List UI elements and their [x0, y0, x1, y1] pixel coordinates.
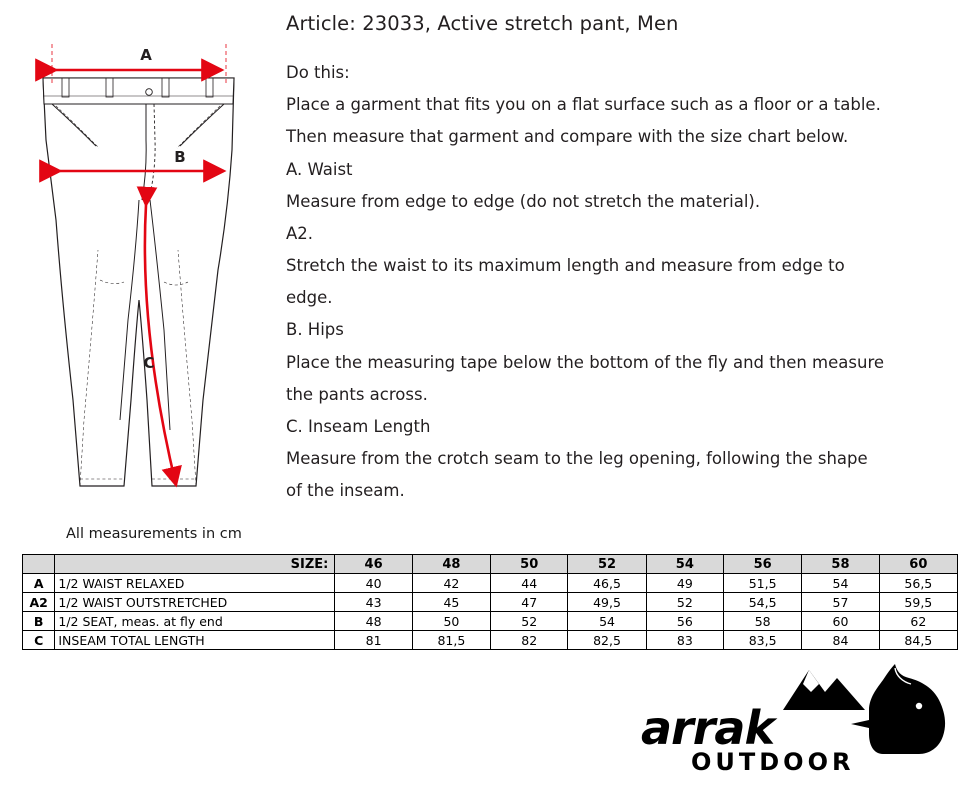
cell-b-50: 52 [491, 612, 568, 631]
row-code-c: C [23, 631, 55, 650]
header-size-48: 48 [412, 555, 490, 574]
row-code-a2: A2 [23, 593, 55, 612]
row-code-a: A [23, 574, 55, 593]
header-size-60: 60 [879, 555, 957, 574]
section-text-do-this-1: Place a garment that fits you on a flat surface such as a floor or a table. [286, 95, 881, 115]
header-size-50: 50 [491, 555, 568, 574]
header-size-label: SIZE: [55, 555, 335, 574]
cell-c-52: 82,5 [568, 631, 646, 650]
cell-c-50: 82 [491, 631, 568, 650]
section-text-waist-1: Measure from edge to edge (do not stretch the material). [286, 191, 761, 211]
cell-c-54: 83 [646, 631, 723, 650]
cell-b-46: 48 [335, 612, 412, 631]
section-heading-waist-stretched: A2. [286, 223, 314, 243]
size-chart-table [22, 554, 958, 650]
row-desc-c: INSEAM TOTAL LENGTH [55, 631, 335, 650]
header-size-56: 56 [724, 555, 802, 574]
cell-a-54: 49 [646, 574, 723, 593]
cell-a2-50: 47 [491, 593, 568, 612]
row-code-b: B [23, 612, 55, 631]
measurement-unit-note: All measurements in cm [66, 526, 242, 542]
cell-a2-56: 54,5 [724, 593, 802, 612]
cell-a2-46: 43 [335, 593, 412, 612]
table-row [23, 631, 958, 650]
row-desc-a2: 1/2 WAIST OUTSTRETCHED [55, 593, 335, 612]
logo-sub-text: OUTDOOR [691, 748, 855, 776]
table-row [23, 612, 958, 631]
cell-b-52: 54 [568, 612, 646, 631]
cell-c-56: 83,5 [724, 631, 802, 650]
header-size-54: 54 [646, 555, 723, 574]
cell-b-54: 56 [646, 612, 723, 631]
section-heading-hips: B. Hips [286, 320, 344, 340]
pant-measurement-illustration [0, 0, 278, 545]
mountain-icon [783, 670, 865, 710]
cell-c-48: 81,5 [412, 631, 490, 650]
cell-b-58: 60 [802, 612, 879, 631]
section-heading-inseam: C. Inseam Length [286, 416, 431, 436]
logo-brand-text: arrak [641, 701, 775, 755]
cell-b-60: 62 [879, 612, 957, 631]
section-text-hips-2: the pants across. [286, 384, 428, 404]
instructions-panel [286, 12, 958, 507]
arrak-outdoor-logo-graphic [633, 658, 963, 778]
cell-c-58: 84 [802, 631, 879, 650]
section-text-inseam-1: Measure from the crotch seam to the leg opening, following the shape [286, 449, 868, 469]
section-heading-waist: A. Waist [286, 159, 353, 179]
header-size-52: 52 [568, 555, 646, 574]
table-header-row [23, 555, 958, 574]
cell-a2-58: 57 [802, 593, 879, 612]
section-text-inseam-2: of the inseam. [286, 481, 405, 501]
cell-a2-52: 49,5 [568, 593, 646, 612]
table-row [23, 593, 958, 612]
cell-a-50: 44 [491, 574, 568, 593]
page-title: Article: 23033, Active stretch pant, Men [286, 12, 679, 35]
table-row [23, 574, 958, 593]
section-text-do-this-2: Then measure that garment and compare with the size chart below. [286, 127, 849, 147]
header-size-58: 58 [802, 555, 879, 574]
section-heading-do-this: Do this: [286, 63, 350, 82]
brand-logo [633, 658, 963, 778]
cell-a-58: 54 [802, 574, 879, 593]
cell-a-60: 56,5 [879, 574, 957, 593]
cell-a-52: 46,5 [568, 574, 646, 593]
cell-c-46: 81 [335, 631, 412, 650]
section-text-waist-stretched-2: edge. [286, 288, 333, 308]
label-b: B [174, 148, 186, 166]
section-text-hips-1: Place the measuring tape below the bottom of the fly and then measure [286, 352, 885, 372]
cell-b-56: 58 [724, 612, 802, 631]
cell-a-48: 42 [412, 574, 490, 593]
label-a: A [140, 46, 152, 64]
cell-a-56: 51,5 [724, 574, 802, 593]
section-text-waist-stretched-1: Stretch the waist to its maximum length and measure from edge to [286, 256, 845, 276]
header-size-46: 46 [335, 555, 412, 574]
header-code-cell [23, 555, 55, 574]
label-c: C [143, 354, 155, 372]
cell-a2-60: 59,5 [879, 593, 957, 612]
row-desc-b: 1/2 SEAT, meas. at fly end [55, 612, 335, 631]
cell-a-46: 40 [335, 574, 412, 593]
cell-c-60: 84,5 [879, 631, 957, 650]
cell-a2-48: 45 [412, 593, 490, 612]
row-desc-a: 1/2 WAIST RELAXED [55, 574, 335, 593]
cell-b-48: 50 [412, 612, 490, 631]
cell-a2-54: 52 [646, 593, 723, 612]
registered-mark: ® [901, 739, 913, 753]
